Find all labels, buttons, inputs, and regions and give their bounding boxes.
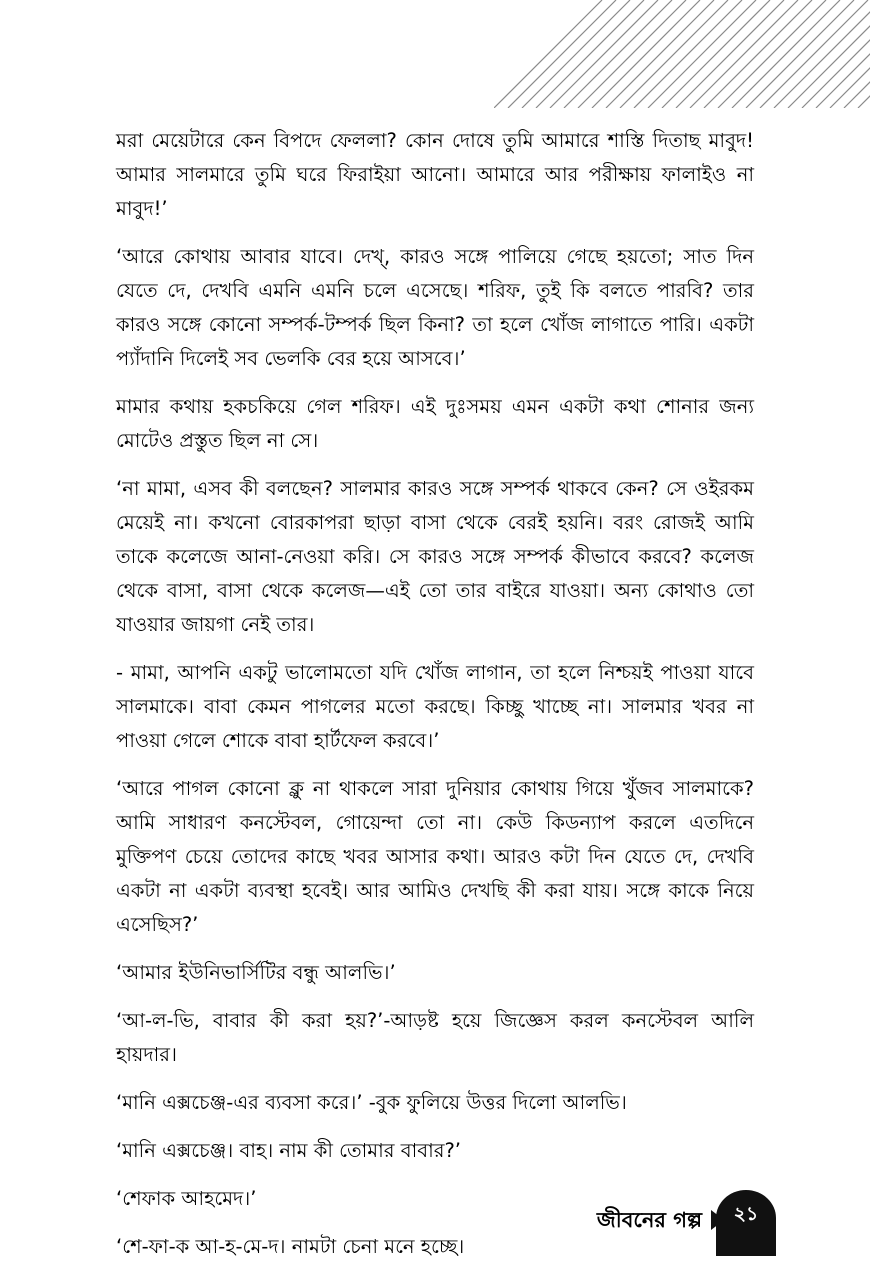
hatch-line <box>676 0 784 108</box>
paragraph: ‘শেফাক আহমেদ।’ <box>116 1187 257 1210</box>
hatch-line <box>620 0 728 108</box>
paragraph: ‘আমার ইউনিভার্সিটির বন্ধু আলভি।’ <box>116 961 396 984</box>
hatch-line <box>746 0 854 108</box>
hatch-line <box>550 0 658 108</box>
paragraph: ‘আ-ল-ভি, বাবার কী করা হয়?’-আড়ষ্ট হয়ে জিজ্ঞেস করল কনস্টেবল আলি হায়দার। <box>116 1009 754 1066</box>
paragraph: - মামা, আপনি একটু ভালোমতো যদি খোঁজ লাগান, তা হলে নিশ্চয়ই পাওয়া যাবে সালমাকে। বাবা কেমন পাগলের মতো করছে। কিচ্ছু খাচ্ছে না। সালমার খবর না পাওয়া গেলে শোকে বাবা হার্টফেল করবে।’ <box>116 661 754 752</box>
hatch-line <box>522 0 630 108</box>
paragraph: মরা মেয়েটারে কেন বিপদে ফেললা? কোন দোষে তুমি আমারে শাস্তি দিতাছ মাবুদ! আমার সালমারে তুমি ঘরে ফিরাইয়া আনো। আমারে আর পরীক্ষায় ফালাইও না মাবুদ!’ <box>116 129 754 220</box>
paragraph: ‘মানি এক্সচেঞ্জ-এর ব্যবসা করে।’ -বুক ফুলিয়ে উত্তর দিলো আলভি। <box>116 1091 627 1114</box>
page-number-tab <box>716 1190 776 1256</box>
hatch-line <box>732 0 840 108</box>
hatch-line <box>634 0 742 108</box>
hatch-line <box>536 0 644 108</box>
paragraph: ‘আরে পাগল কোনো ক্লু না থাকলে সারা দুনিয়ার কোথায় গিয়ে খুঁজব সালমাকে? আমি সাধারণ কনস্টেবল, গোয়েন্দা তো না। কেউ কিডন্যাপ করলে এতদিনে মুক্তিপণ চেয়ে তোদের কাছে খবর আসার কথা। আরও কটা দিন যেতে দে, দেখবি একটা না একটা ব্যবস্থা হবেই। আর আমিও দেখছি কী করা যায়। সঙ্গে কাকে নিয়ে এসেছিস?’ <box>116 777 754 936</box>
hatch-line <box>606 0 714 108</box>
hatch-line <box>662 0 770 108</box>
diagonal-hatch-decoration <box>494 0 870 108</box>
hatch-line <box>690 0 798 108</box>
paragraph: ‘মানি এক্সচেঞ্জ। বাহ। নাম কী তোমার বাবার?’ <box>116 1139 462 1162</box>
hatch-line <box>564 0 672 108</box>
paragraph: মামার কথায় হকচকিয়ে গেল শরিফ। এই দুঃসময় এমন একটা কথা শোনার জন্য মোটেও প্রস্তুত ছিল না সে। <box>116 395 754 452</box>
page-body <box>116 124 754 1278</box>
hatch-line <box>494 0 602 108</box>
book-title: জীবনের গল্প <box>596 1208 702 1232</box>
page-number: ২১ <box>733 1203 759 1225</box>
hatch-line <box>648 0 756 108</box>
page-footer <box>560 1190 870 1256</box>
paragraph: ‘আরে কোথায় আবার যাবে। দেখ্‌, কারও সঙ্গে পালিয়ে গেছে হয়তো; সাত দিন যেতে দে, দেখবি এমনি এমনি চলে এসেছে। শরিফ, তুই কি বলতে পারবি? তার কারও সঙ্গে কোনো সম্পর্ক-টম্পর্ক ছিল কিনা? তা হলে খোঁজ লাগাতে পারি। একটা প্যাঁদানি দিলেই সব ভেলকি বের হয়ে আসবে।’ <box>116 245 754 370</box>
hatch-line <box>578 0 686 108</box>
paragraph: ‘শে-ফা-ক আ-হ-মে-দ। নামটা চেনা মনে হচ্ছে। <box>116 1235 465 1258</box>
hatch-line <box>508 0 616 108</box>
hatch-line <box>704 0 812 108</box>
hatch-line <box>760 0 868 108</box>
hatch-line <box>830 0 870 108</box>
hatch-line <box>592 0 700 108</box>
paragraph: ‘না মামা, এসব কী বলছেন? সালমার কারও সঙ্গে সম্পর্ক থাকবে কেন? সে ওইরকম মেয়েই না। কখনো বোরকাপরা ছাড়া বাসা থেকে বেরই হয়নি। বরং রোজই আমি তাকে কলেজে আনা-নেওয়া করি। সে কারও সঙ্গে সম্পর্ক কীভাবে করবে? কলেজ থেকে বাসা, বাসা থেকে কলেজ—এই তো তার বাইরে যাওয়া। অন্য কোথাও তো যাওয়ার জায়গা নেই তার। <box>116 477 754 636</box>
hatch-line <box>718 0 826 108</box>
